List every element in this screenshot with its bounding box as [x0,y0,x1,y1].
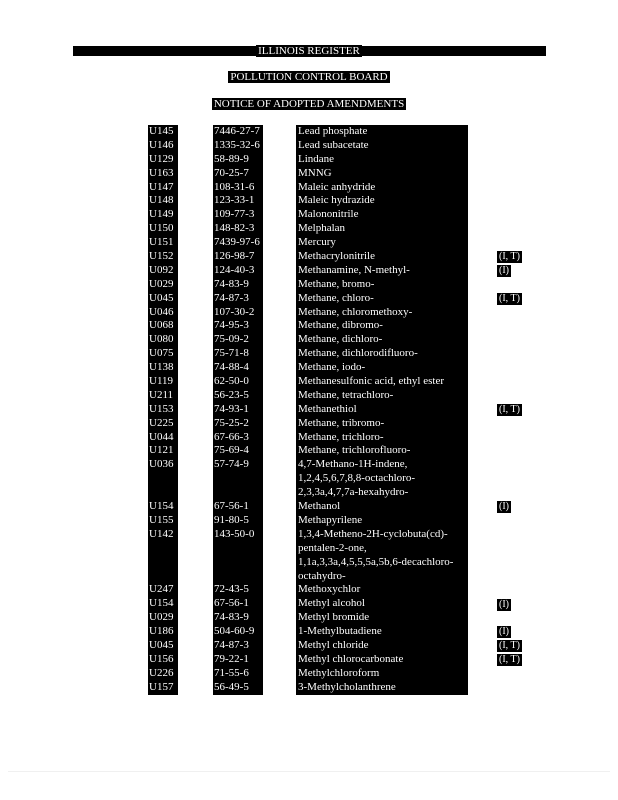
row-name: pentalen-2-one, [298,541,367,554]
row-name: Methane, chloromethoxy- [298,305,413,318]
row-name: Methane, chloro- [298,291,374,304]
row-cas: 148-82-3 [214,222,255,235]
notice-title: NOTICE OF ADOPTED AMENDMENTS [213,98,405,110]
row-cas: 62-50-0 [214,375,249,388]
row-code: U154 [149,597,174,610]
row-cas: 91-80-5 [214,513,249,526]
row-note: (I, T) [499,654,520,666]
row-code: U075 [149,347,174,360]
row-cas: 74-83-9 [214,277,249,290]
row-code: U092 [149,263,174,276]
row-cas: 56-23-5 [214,388,249,401]
row-name: 1,2,4,5,6,7,8,8-octachloro- [298,472,415,485]
row-cas: 504-60-9 [214,625,255,638]
row-name: Lead phosphate [298,125,368,137]
row-cas: 58-89-9 [214,152,249,165]
row-code: U150 [149,222,174,235]
row-name: Malononitrile [298,208,359,221]
row-cas [213,542,263,556]
row-code: U148 [149,194,174,207]
row-cas: 75-69-4 [214,444,249,457]
row-name: Methacrylonitrile [298,250,375,263]
row-cas: 7439-97-6 [214,236,260,249]
row-code: U153 [149,402,174,415]
row-code: U080 [149,333,174,346]
row-note: (I) [499,598,509,610]
row-cas: 74-87-3 [214,638,249,651]
row-cas: 74-93-1 [214,402,249,415]
row-cas [213,570,263,584]
row-name: Methane, dichlorodifluoro- [298,347,418,360]
row-cas: 67-66-3 [214,430,249,443]
row-name: Maleic hydrazide [298,194,375,207]
row-note: (I) [499,265,509,276]
row-code: U029 [149,611,174,624]
row-code: U036 [149,458,174,471]
row-code: U146 [149,138,174,151]
row-cas: 74-88-4 [214,361,249,374]
row-name: Methylchloroform [298,666,380,679]
row-code: U045 [149,291,174,304]
row-cas: 75-09-2 [214,333,249,346]
row-cas: 1335-32-6 [214,138,260,151]
row-code: U156 [149,652,174,665]
row-note: (I) [499,626,509,638]
row-name: Methane, dibromo- [298,319,383,332]
row-name: Maleic anhydride [298,180,376,193]
board-title: POLLUTION CONTROL BOARD [230,71,388,83]
row-code: U247 [149,583,174,596]
row-name: Methyl bromide [298,611,370,624]
row-code: U046 [149,305,174,318]
row-note: (I, T) [499,640,520,652]
row-code: U068 [149,319,174,332]
row-cas [213,486,263,500]
row-cas [213,556,263,570]
row-code [148,570,178,584]
row-code: U151 [149,236,174,249]
row-name: 3-Methylcholanthrene [298,680,396,693]
row-code: U145 [149,125,174,137]
row-note: (I) [499,501,509,513]
row-code: U211 [149,388,174,401]
page-bottom-rule [8,771,610,772]
row-code: U147 [149,180,174,193]
row-code: U121 [149,444,174,457]
row-name: Lindane [298,152,335,165]
row-name: 1,3,4-Metheno-2H-cyclobuta(cd)- [298,527,448,540]
row-cas: 67-56-1 [214,597,249,610]
row-code: U152 [149,250,174,263]
row-cas: 123-33-1 [214,194,255,207]
row-name: Methyl chloride [298,638,369,651]
row-code [148,486,178,500]
row-name: Mercury [298,236,336,249]
row-code [148,472,178,486]
row-note: (I, T) [499,251,520,263]
row-cas: 56-49-5 [214,680,249,693]
row-name: 1-Methylbutadiene [298,625,382,638]
row-cas: 75-25-2 [214,416,249,429]
row-code: U186 [149,625,174,638]
row-code: U155 [149,513,174,526]
row-code: U154 [149,500,174,513]
row-code: U225 [149,416,174,429]
row-name: Methane, bromo- [298,277,375,290]
row-cas: 107-30-2 [214,305,255,318]
row-code: U129 [149,152,174,165]
row-name: Methane, trichloro- [298,430,384,443]
row-code: U226 [149,666,174,679]
row-name: Methane, tetrachloro- [298,388,394,401]
row-name: Methane, trichlorofluoro- [298,444,411,457]
row-cas: 126-98-7 [214,250,255,263]
row-name: 2,3,3a,4,7,7a-hexahydro- [298,486,409,499]
row-cas: 75-71-8 [214,347,249,360]
row-cas: 108-31-6 [214,180,255,193]
row-cas: 71-55-6 [214,666,249,679]
row-cas: 7446-27-7 [214,125,260,137]
row-cas: 79-22-1 [214,652,249,665]
row-name: Methoxychlor [298,583,361,596]
row-cas: 67-56-1 [214,500,249,513]
row-name: Methanethiol [298,402,357,415]
row-name: Methane, tribromo- [298,416,385,429]
row-name: Methapyrilene [298,513,363,526]
row-code: U044 [149,430,174,443]
row-name: 1,1a,3,3a,4,5,5,5a,5b,6-decachloro- [298,555,454,568]
row-cas: 57-74-9 [214,458,249,471]
row-name: octahydro- [298,569,346,582]
row-name: Methyl chlorocarbonate [298,652,404,665]
row-cas: 74-83-9 [214,611,249,624]
row-cas: 74-87-3 [214,291,249,304]
row-name: MNNG [298,166,332,179]
row-code: U045 [149,638,174,651]
row-code [148,556,178,570]
row-code: U029 [149,277,174,290]
row-cas: 143-50-0 [214,527,255,540]
register-title: ILLINOIS REGISTER [258,45,360,57]
cas-number-column [213,125,263,695]
substance-name-column [296,125,468,695]
row-cas: 109-77-3 [214,208,255,221]
row-name: Methanesulfonic acid, ethyl ester [298,375,445,388]
row-code: U119 [149,375,174,388]
row-name: Lead subacetate [298,138,369,151]
row-name: Methanamine, N-methyl- [298,263,410,276]
row-note: (I, T) [499,292,520,304]
row-code [148,542,178,556]
row-code: U149 [149,208,174,221]
row-code: U138 [149,361,174,374]
row-name: Methane, dichloro- [298,333,383,346]
row-code: U163 [149,166,174,179]
row-cas [213,472,263,486]
row-code: U157 [149,680,174,693]
row-cas: 70-25-7 [214,166,249,179]
row-note: (I, T) [499,404,520,415]
row-name: 4,7-Methano-1H-indene, [298,458,408,471]
row-name: Melphalan [298,222,346,235]
row-cas: 124-40-3 [214,263,255,276]
row-name: Methane, iodo- [298,361,366,374]
hazardous-waste-code-column [148,125,178,695]
row-cas: 72-43-5 [214,583,249,596]
row-name: Methanol [298,500,341,513]
row-cas: 74-95-3 [214,319,249,332]
row-name: Methyl alcohol [298,597,365,610]
row-code: U142 [149,527,174,540]
